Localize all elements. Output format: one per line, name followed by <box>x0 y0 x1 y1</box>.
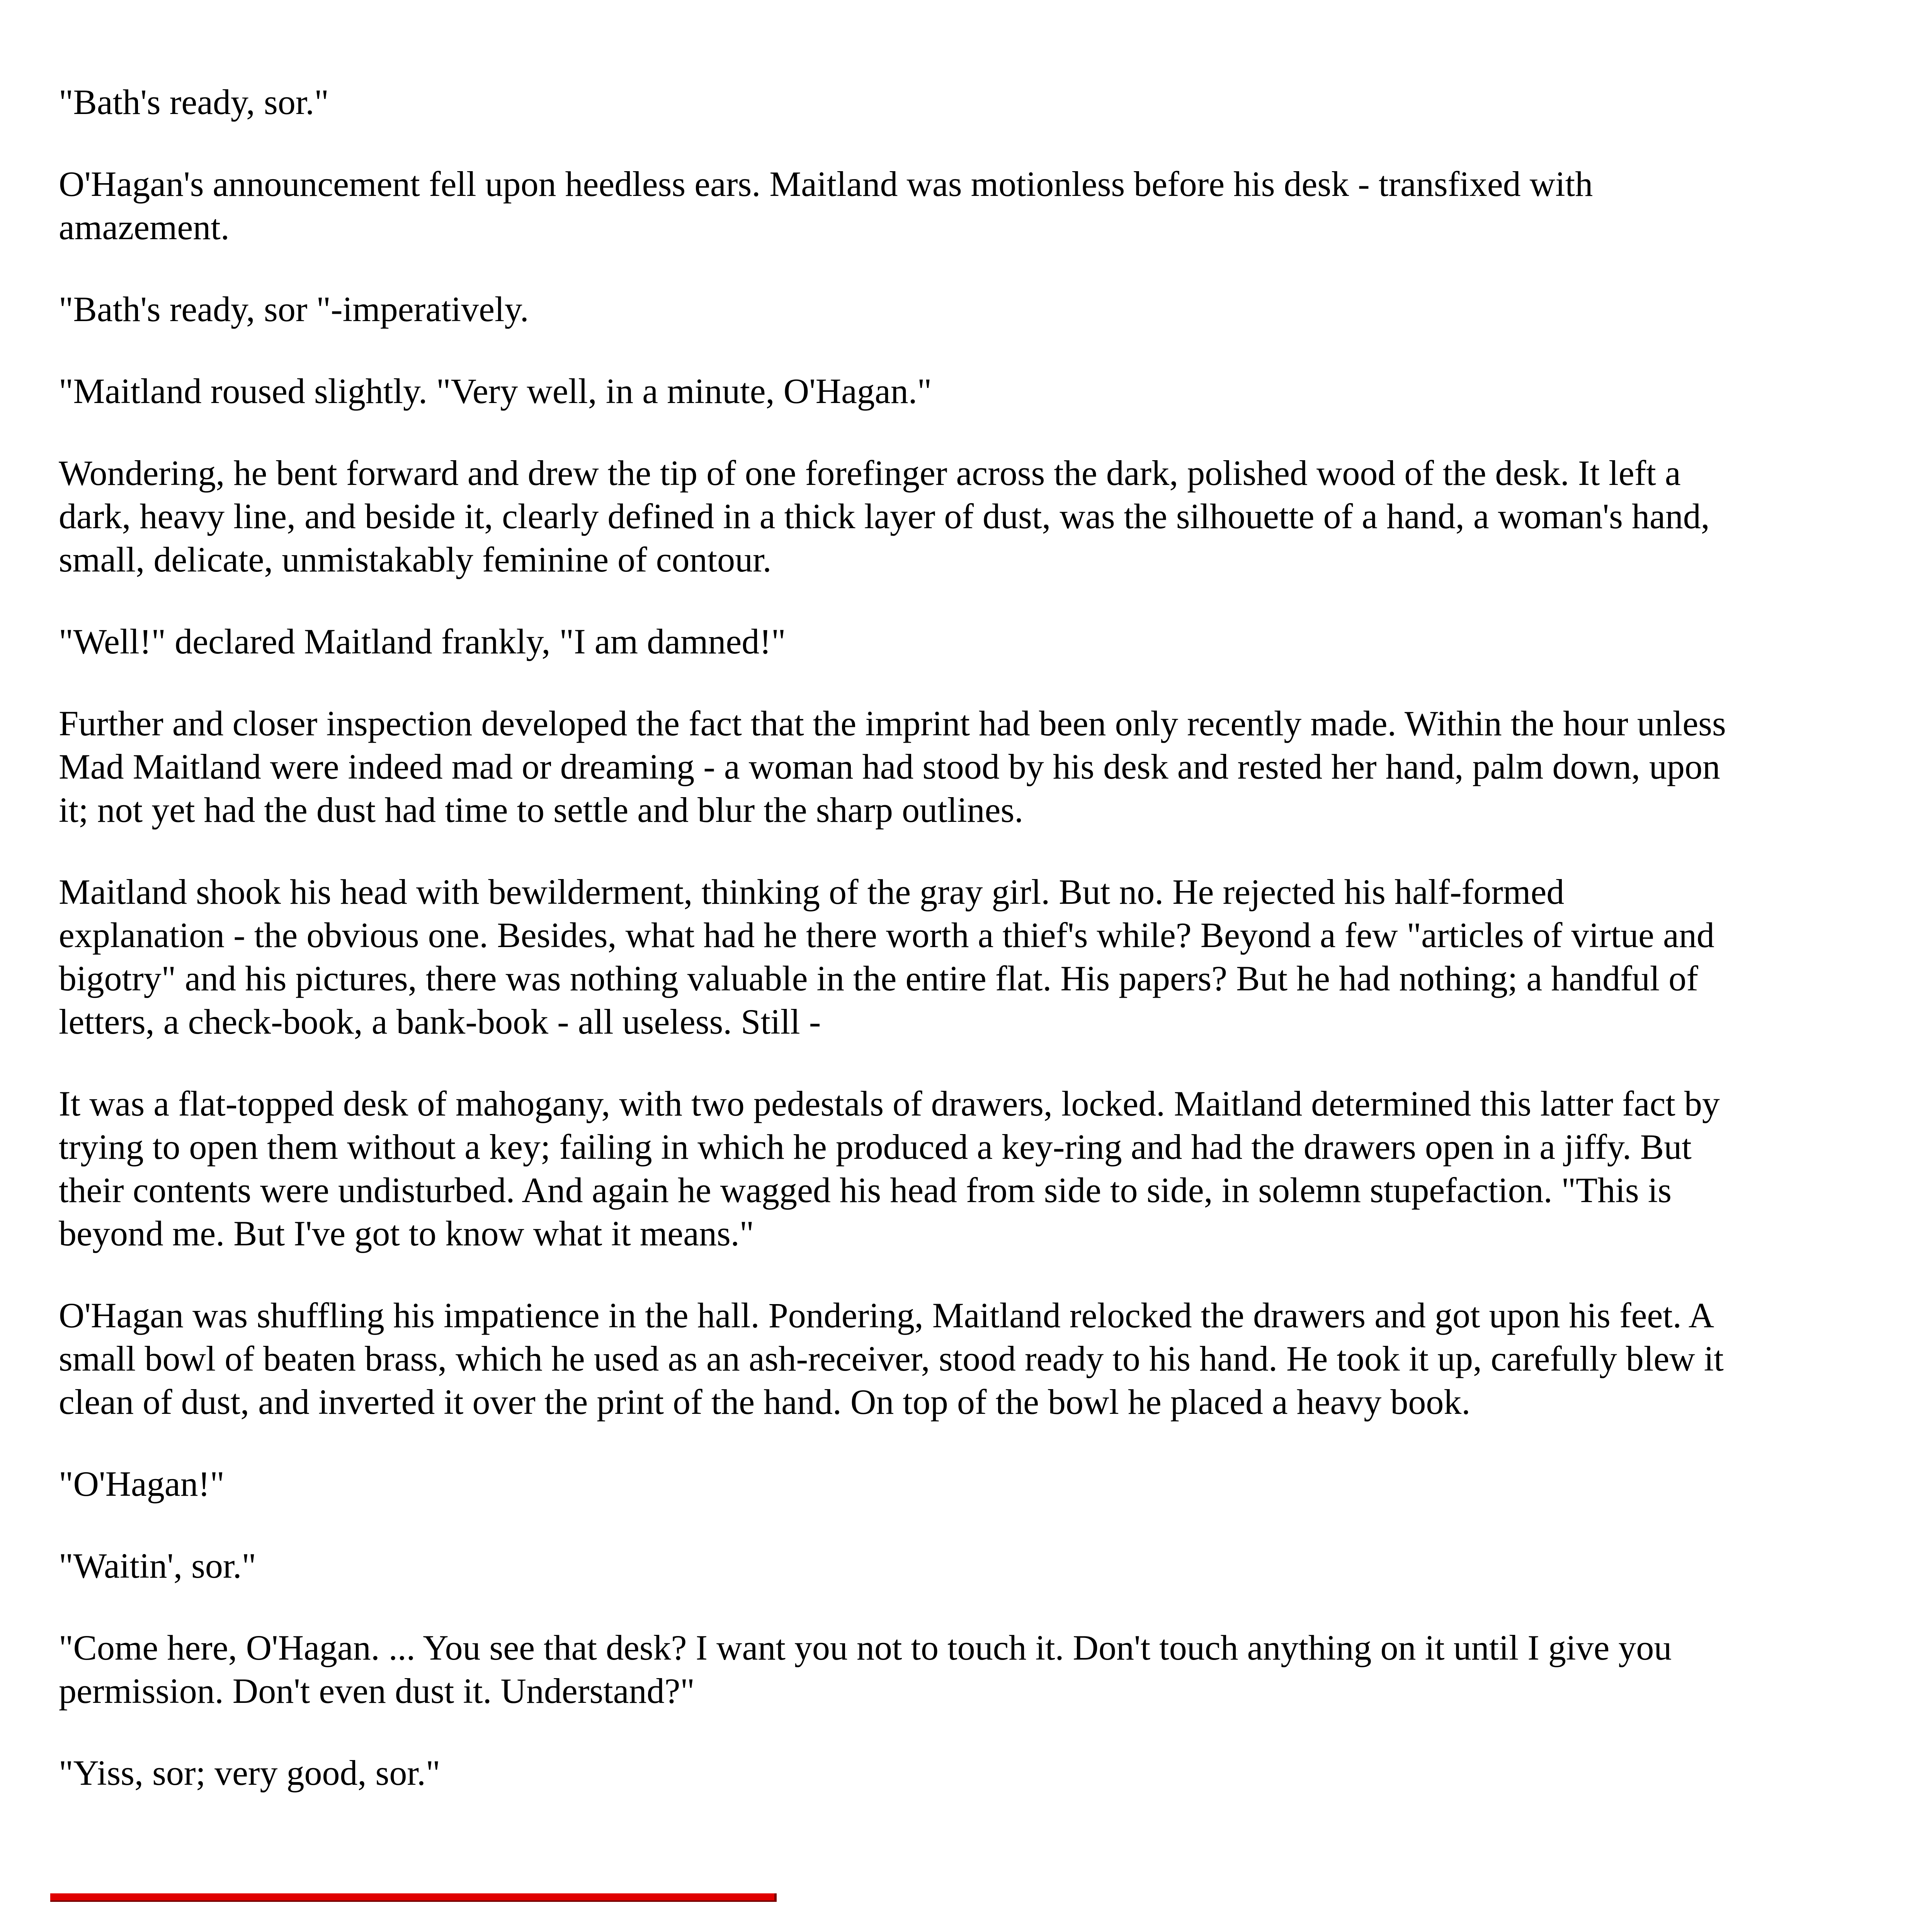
paragraph: O'Hagan's announcement fell upon heedless ears. Maitland was motionless before his desk - transfixed with amazement. <box>59 164 1593 247</box>
paragraph: Further and closer inspection developed the fact that the imprint had been only recently made. Within the hour unless Mad Maitland were indeed mad or dreaming - a woman had stood by his desk and rested her hand, palm down, upon it; not yet had the dust had time to settle and blur the sharp outlines. <box>59 704 1726 830</box>
paragraph: "O'Hagan!" <box>59 1464 224 1503</box>
paragraph: It was a flat-topped desk of mahogany, with two pedestals of drawers, locked. Maitland determined this latter fact by trying to open them without a key; failing in which he produced a key-ring and had the drawers open in a jiffy. But their contents were undisturbed. And again he wagged his head from side to side, in solemn stupefaction. "This is beyond me. But I've got to know what it means." <box>59 1084 1720 1253</box>
section-divider-rule <box>50 1893 777 1902</box>
text-column <box>59 80 1736 1794</box>
paragraph: "Bath's ready, sor "-imperatively. <box>59 289 529 329</box>
paragraph: "Bath's ready, sor." <box>59 82 329 122</box>
paragraph: "Maitland roused slightly. "Very well, in a minute, O'Hagan." <box>59 371 932 411</box>
paragraph: "Come here, O'Hagan. ... You see that desk? I want you not to touch it. Don't touch anything on it until I give you permission. Don't even dust it. Understand?" <box>59 1628 1672 1711</box>
paragraph: Maitland shook his head with bewilderment, thinking of the gray girl. But no. He rejected his half-formed explanation - the obvious one. Besides, what had he there worth a thief's while? Beyond a few "articles of virtue and bigotry" and his pictures, there was nothing valuable in the entire flat. His papers? But he had nothing; a handful of letters, a check-book, a bank-book - all useless. Still - <box>59 872 1714 1041</box>
paragraph: "Waitin', sor." <box>59 1546 257 1585</box>
paragraph: Wondering, he bent forward and drew the tip of one forefinger across the dark, polished wood of the desk. It left a dark, heavy line, and beside it, clearly defined in a thick layer of dust, was the silhouette of a hand, a woman's hand, small, delicate, unmistakably feminine of contour. <box>59 453 1710 579</box>
paragraph: O'Hagan was shuffling his impatience in the hall. Pondering, Maitland relocked the drawers and got upon his feet. A small bowl of beaten brass, which he used as an ash-receiver, stood ready to his hand. He took it up, carefully blew it clean of dust, and inverted it over the print of the hand. On top of the bowl he placed a heavy book. <box>59 1296 1724 1422</box>
paragraph: "Yiss, sor; very good, sor." <box>59 1753 440 1793</box>
paragraph: "Well!" declared Maitland frankly, "I am damned!" <box>59 622 786 661</box>
